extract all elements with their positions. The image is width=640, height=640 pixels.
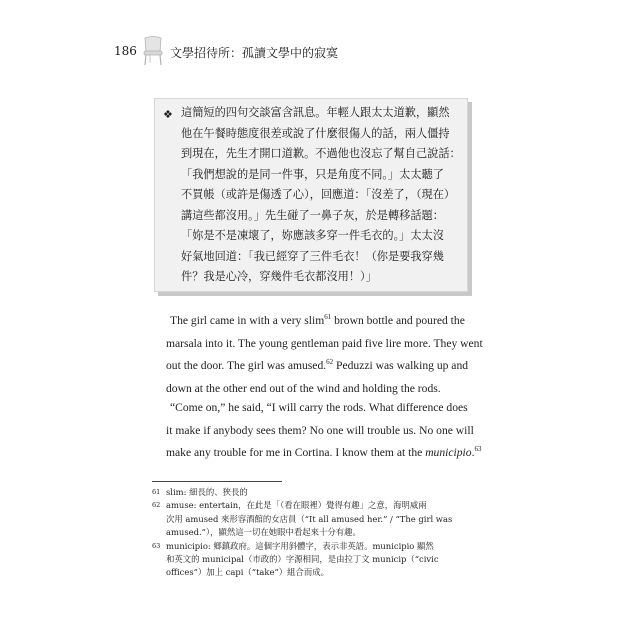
footnote-line: 次用 amused 來形容酒館的女店員（“It all amused her.” / “The girl was [166,513,453,524]
footnote-ref-61: 61 [324,313,332,322]
commentary-line: 好氣地回道：「我已經穿了三件毛衣！（你是要我穿幾 [181,249,444,263]
footnote-line: amused.”），顯然這一切在她眼中看起來十分有趣。 [166,527,361,538]
footnote-62 [152,499,470,539]
commentary-line: 件？我是心冷，穿幾件毛衣都沒用！）」 [181,270,377,283]
commentary-line: 他在午餐時態度很差或說了什麼很傷人的話，兩人僵持 [181,126,450,140]
footnote-number: 61 [152,488,161,496]
story-line: out the door. The girl was amused.$^{62}$ Peduzzi was walking up and [166,358,469,372]
commentary-line: 這簡短的四句交談富含訊息。年輕人跟太太道歉，顯然 [181,106,450,119]
page-header [114,36,534,66]
page-number: 186 [114,44,137,58]
footnote-number: 63 [152,541,161,550]
commentary-box [154,98,468,292]
commentary-line: 「妳是不是凍壞了，妳應該多穿一件毛衣的。」太太沒 [181,229,444,242]
footnote-line: municipio: 鄉鎮政府。這個字用斜體字，表示非英語。municipio 顯然 [166,540,434,551]
footnote-line: slim: 細長的、狹長的 [166,487,248,497]
story-paragraph-2 [166,397,482,465]
footnote-ref-63: 63 [474,445,482,454]
commentary-line: 「我們想說的是同一件事，只是角度不同。」太太聽了 [181,167,444,181]
footnote-line: amuse: entertain，在此是「（看在眼裡）覺得有趣」之意，海明威兩 [166,500,427,511]
story-paragraph-1 [166,310,483,400]
commentary-line: 到現在，先生才開口道歉。不過他也沒忘了幫自己說話： [181,147,461,160]
story-line: marsala into it. The young gentleman paid five lire more. They went [166,336,483,350]
footnote-63 [152,540,470,580]
story-line: down at the other end out of the wind and holding the rods. [166,381,441,395]
footnote-number: 62 [152,501,161,510]
running-title: 文學招待所：孤讀文學中的寂寞 [170,46,339,60]
footnote-61 [152,486,470,499]
commentary-line: 不買帳（或許是傷透了心），回應道：「沒差了，（現在） [181,188,456,201]
footnote-ref-62: 62 [326,358,334,367]
story-line: “Come on,” he said, “I will carry the rods. What difference does [170,401,468,414]
footnote-divider [152,481,282,482]
story-line: make any trouble for me in Cortina. I know them at the municipio.$^{63}$ [166,445,482,459]
footnotes [152,486,470,580]
story-line: The girl came in with a very slim$^{61}$ brown bottle and poured the [170,313,465,327]
commentary-text [181,103,461,288]
footnote-line: 和英文的 municipal（市政的）字源相同，是由拉丁文 municip（“civic [166,554,439,565]
story-line: it make if anybody sees them? No one will trouble us. No one will [166,423,474,437]
bullet-icon: ❖ [163,108,173,121]
footnote-line: offices”）加上 capi（“take”）組合而成。 [166,567,329,578]
commentary-line: 講這些都沒用。」先生碰了一鼻子灰，於是轉移話題： [181,208,444,222]
chair-icon [140,36,166,66]
